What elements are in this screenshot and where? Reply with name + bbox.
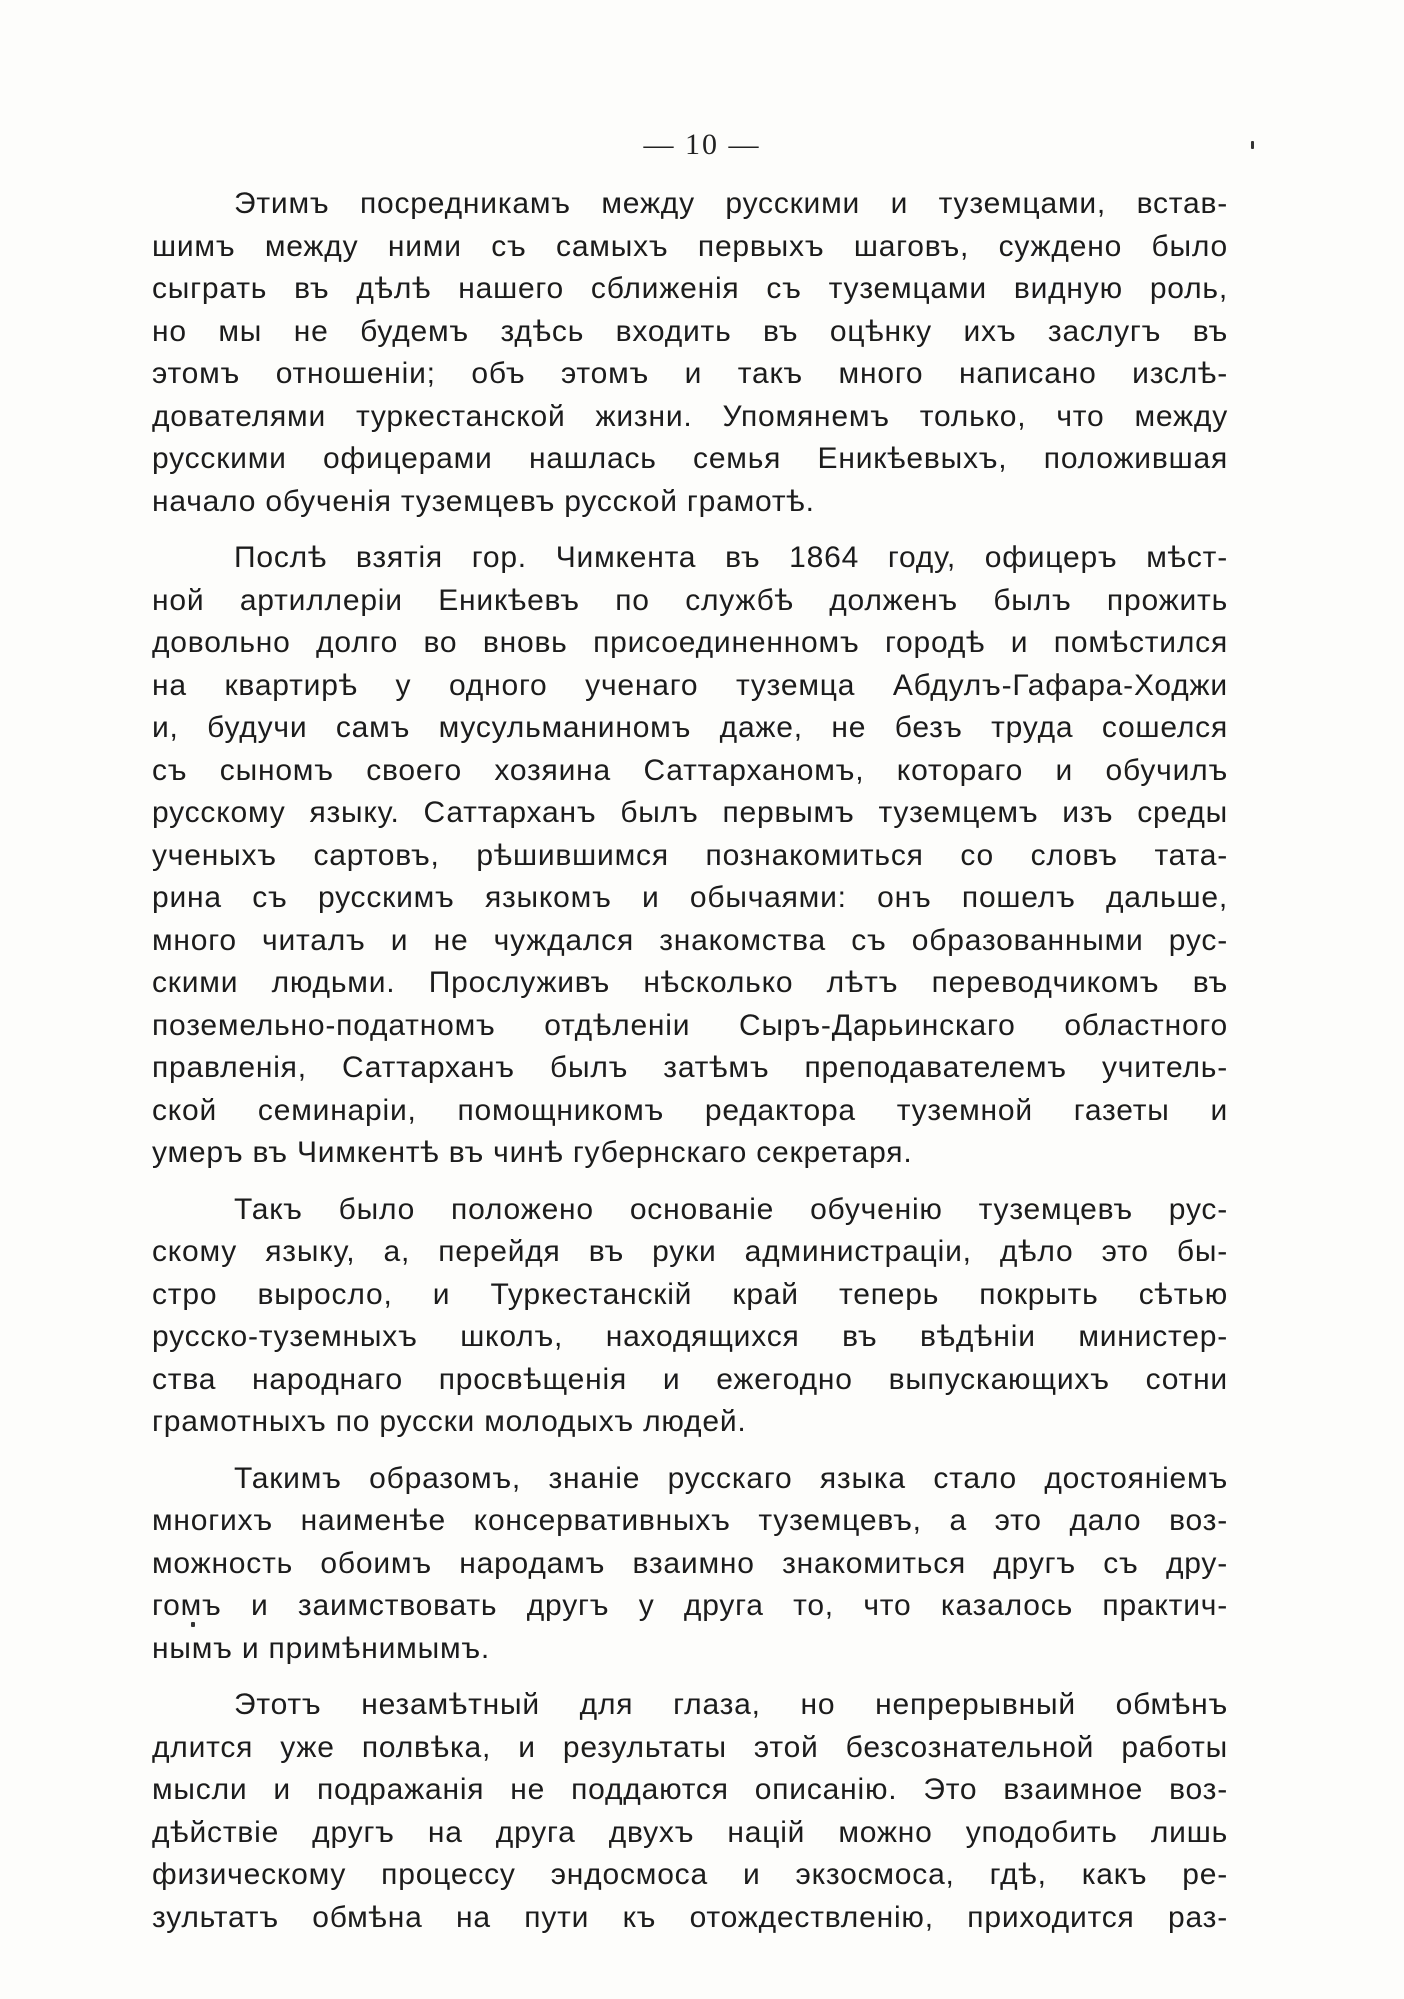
- text-line: дователями туркестанской жизни. Упомянемъ только, что между: [152, 399, 1228, 433]
- text-line: русскими офицерами нашлась семья Еникѣевыхъ, положившая: [152, 442, 1228, 475]
- paragraph-2: [152, 537, 1228, 1175]
- text-line: Послѣ взятія гор. Чимкента въ 1864 году, офицеръ мѣст-: [234, 541, 1228, 574]
- text-line: Этимъ посредникамъ между русскими и туземцами, встав-: [234, 187, 1228, 220]
- text-line: рина съ русскимъ языкомъ и обычаями: онъ пошелъ дальше,: [152, 881, 1228, 914]
- text-line: ученыхъ сартовъ, рѣшившимся познакомиться со словъ тата-: [152, 838, 1228, 872]
- paragraph-5: [152, 1684, 1228, 1939]
- paragraph-3: [152, 1189, 1228, 1444]
- text-line: Этотъ незамѣтный для глаза, но непрерывный обмѣнъ: [234, 1688, 1228, 1721]
- text-line: этомъ отношеніи; объ этомъ и такъ много написано изслѣ-: [152, 357, 1228, 390]
- text-line: Такъ было положено основаніе обученію туземцевъ рус-: [234, 1192, 1228, 1226]
- text-line: и, будучи самъ мусульманиномъ даже, не безъ труда сошелся: [152, 711, 1228, 744]
- text-line: стро выросло, и Туркестанскій край теперь покрыть сѣтью: [152, 1277, 1228, 1311]
- text-line: мысли и подражанія не поддаются описанію. Это взаимное воз-: [152, 1773, 1228, 1806]
- text-line: грамотныхъ по русски молодыхъ людей.: [152, 1405, 747, 1438]
- text-line: умеръ въ Чимкентѣ въ чинѣ губернскаго секретаря.: [152, 1136, 913, 1169]
- text-line: ской семинаріи, помощникомъ редактора туземной газеты и: [152, 1093, 1228, 1127]
- paragraph-1: [152, 183, 1228, 523]
- paragraph-4: [152, 1458, 1228, 1671]
- text-line: Такимъ образомъ, знаніе русскаго языка стало достояніемъ: [234, 1461, 1228, 1495]
- text-line: поземельно-податномъ отдѣленіи Сыръ-Дарьинскаго областного: [152, 1008, 1228, 1042]
- text-line: скому языку, а, перейдя въ руки администраціи, дѣло это бы-: [152, 1235, 1228, 1268]
- text-line: съ сыномъ своего хозяина Саттарханомъ, котораго и обучилъ: [152, 753, 1228, 787]
- text-line: ной артиллеріи Еникѣевъ по службѣ долженъ былъ прожить: [152, 583, 1228, 617]
- text-line: сыграть въ дѣлѣ нашего сближенія съ туземцами видную роль,: [152, 272, 1228, 305]
- page-number: — 10 —: [643, 128, 761, 161]
- text-line: русско-туземныхъ школъ, находящихся въ вѣдѣніи министер-: [152, 1320, 1228, 1353]
- text-line: нымъ и примѣнимымъ.: [152, 1631, 491, 1665]
- text-line: длится уже полвѣка, и результаты этой безсознательной работы: [152, 1730, 1228, 1764]
- text-line: многихъ наименѣе консервативныхъ туземцевъ, а это дало воз-: [152, 1504, 1228, 1537]
- text-line: но мы не будемъ здѣсь входить въ оцѣнку ихъ заслугъ въ: [152, 314, 1228, 348]
- text-line: на квартирѣ у одного ученаго туземца Абдулъ-Гафара-Ходжи: [152, 668, 1228, 702]
- text-line: начало обученія туземцевъ русской грамотѣ.: [152, 484, 815, 518]
- text-line: шимъ между ними съ самыхъ первыхъ шаговъ, суждено было: [152, 229, 1228, 263]
- text-line: много читалъ и не чуждался знакомства съ образованными рус-: [152, 923, 1228, 957]
- text-line: ства народнаго просвѣщенія и ежегодно выпускающихъ сотни: [152, 1362, 1228, 1396]
- body-text: [152, 183, 1228, 1953]
- text-line: правленія, Саттарханъ былъ затѣмъ преподавателемъ учитель-: [152, 1051, 1228, 1084]
- text-line: довольно долго во вновь присоединенномъ городѣ и помѣстился: [152, 626, 1228, 659]
- text-line: физическому процессу эндосмоса и экзосмоса, гдѣ, какъ ре-: [152, 1858, 1228, 1891]
- text-line: гомъ и заимствовать другъ у друга то, что казалось практич-: [152, 1589, 1228, 1622]
- text-line: можность обоимъ народамъ взаимно знакомиться другъ съ дру-: [152, 1546, 1228, 1580]
- text-line: дѣйствіе другъ на друга двухъ націй можно уподобить лишь: [152, 1815, 1228, 1849]
- text-line: скими людьми. Прослуживъ нѣсколько лѣтъ переводчикомъ въ: [152, 966, 1228, 999]
- text-line: зультатъ обмѣна на пути къ отождествленію, приходится раз-: [152, 1900, 1228, 1934]
- print-speck: [1251, 141, 1254, 149]
- text-line: русскому языку. Саттарханъ былъ первымъ туземцемъ изъ среды: [152, 796, 1228, 829]
